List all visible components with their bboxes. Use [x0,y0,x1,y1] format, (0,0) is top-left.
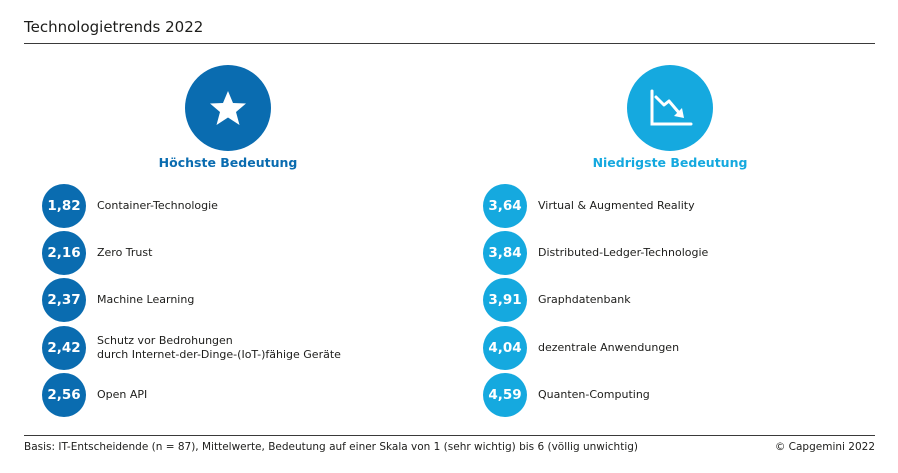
value-badge: 2,37 [42,278,86,322]
top-divider [24,43,875,44]
item-label-line: Virtual & Augmented Reality [538,199,695,212]
star-icon [208,88,248,128]
item-label [97,199,218,213]
highest-item-3 [42,278,194,322]
heading-lowest: Niedrigste Bedeutung [592,155,748,170]
highest-item-5 [42,373,147,417]
star-icon-circle [185,65,271,151]
footer-basis: Basis: IT-Entscheidende (n = 87), Mittelwerte, Bedeutung auf einer Skala von 1 (sehr wichtig) bis 6 (völlig unwichtig) [24,441,639,453]
value-badge: 4,59 [483,373,527,417]
lowest-item-3 [483,278,631,322]
item-label [538,293,631,307]
value-badge: 4,04 [483,326,527,370]
item-label [538,246,708,260]
item-label [538,199,695,213]
item-label-line: Container-Technologie [97,199,218,212]
lowest-item-1 [483,184,695,228]
value-badge: 2,56 [42,373,86,417]
item-label-line: Quanten-Computing [538,387,650,401]
bottom-divider [24,435,875,436]
item-label-line: Schutz vor Bedrohungen [97,333,233,347]
declining-chart-icon [647,88,693,128]
item-label-line: Machine Learning [97,293,195,307]
item-label-line: Distributed-Ledger-Technologie [538,246,709,260]
value-badge: 2,42 [42,326,86,370]
item-label-line: Open API [97,387,148,401]
item-label-line: dezentrale Anwendungen [538,340,680,354]
item-label [538,388,650,402]
footer-copyright: © Capgemini 2022 [774,441,875,453]
declining-chart-icon-circle [627,65,713,151]
item-label-line: Zero Trust [97,246,153,260]
value-badge: 2,16 [42,231,86,275]
highest-item-1 [42,184,218,228]
highest-item-4 [42,326,341,370]
chart-title: Technologietrends 2022 [24,18,204,36]
lowest-item-5 [483,373,650,417]
item-label [97,388,147,402]
item-label [97,293,194,307]
highest-item-2 [42,231,152,275]
lowest-item-2 [483,231,708,275]
item-label-line: Graphdatenbank [538,293,631,307]
heading-highest: Höchste Bedeutung [158,155,298,170]
item-label [97,334,341,362]
value-badge: 3,64 [483,184,527,228]
lowest-item-4 [483,326,679,370]
value-badge: 1,82 [42,184,86,228]
value-badge: 3,91 [483,278,527,322]
item-label [538,341,679,355]
value-badge: 3,84 [483,231,527,275]
item-label [97,246,152,260]
item-label-line: durch Internet-der-Dinge-(IoT-)fähige Geräte [97,347,341,361]
